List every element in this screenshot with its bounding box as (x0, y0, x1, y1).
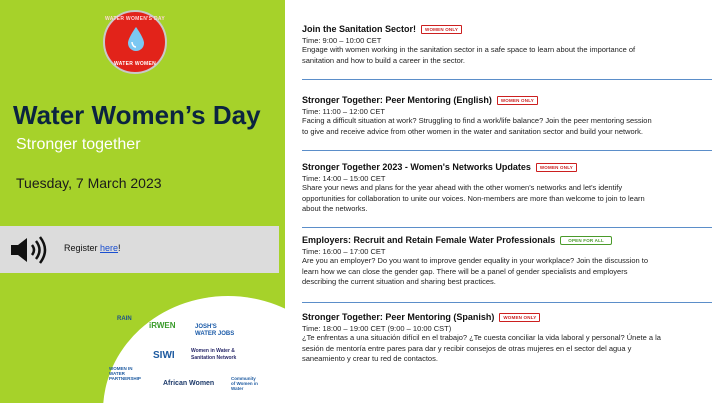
logo-bottom-text: WATER WOMEN (113, 61, 157, 67)
water-womens-day-logo (103, 10, 167, 74)
partner-logo-women-water-partnership: WOMEN IN WATER PARTNERSHIP (109, 366, 141, 381)
women-only-badge: WOMEN ONLY (497, 96, 538, 105)
session-time: Time: 11:00 – 12:00 CET (302, 107, 385, 117)
session-desc-line: ¿Te enfrentas a una situación difícil en el trabajo? ¿Te cuesta conciliar la vida laboral y personal? Únete a la (302, 333, 661, 343)
session-time: Time: 16:00 – 17:00 CET (302, 247, 386, 257)
register-prefix: Register (64, 243, 101, 253)
session-desc-line: Facing a difficult situation at work? Struggling to find a work/life balance? Join the peer mentoring session (302, 116, 652, 126)
page-subtitle: Stronger together (16, 136, 141, 153)
session-title-row (302, 162, 712, 172)
open-for-all-badge: OPEN FOR ALL (560, 236, 612, 245)
session-item (302, 24, 712, 80)
partner-logo-joshs-water-jobs: JOSH'S WATER JOBS (195, 324, 235, 337)
partner-logo-african-women: African Women (163, 380, 215, 387)
women-only-badge: WOMEN ONLY (499, 313, 540, 322)
logo-top-text: WATER WOMEN'S DAY (105, 16, 165, 22)
session-desc-line: opportunities for collaboration to unite our voices. Non-members are more than welcome to join to learn (302, 193, 645, 203)
women-only-badge: WOMEN ONLY (421, 25, 462, 34)
session-desc-line: Share your news and plans for the year ahead with the other women's networks and let's identify (302, 183, 623, 193)
session-title: Join the Sanitation Sector! (302, 24, 417, 34)
session-item (302, 162, 712, 228)
session-desc-line: describing the current situation and sharing best practices. (302, 277, 496, 287)
session-item (302, 312, 712, 374)
session-item (302, 235, 712, 303)
session-desc-line: Are you an employer? Do you want to improve gender equality in your workplace? Join the discussion to (302, 256, 649, 266)
register-text (64, 243, 121, 253)
session-desc-line: learn how we can close the gender gap. There will be a panel of gender specialists and employers (302, 266, 628, 276)
session-desc-line: sesión de mentoría entre pares para dar y recibir consejos de otras mujeres en el sector del agua y (302, 343, 632, 353)
partner-logo-rain: RAIN (117, 316, 132, 322)
session-time: Time: 9:00 – 10:00 CET (302, 36, 382, 46)
session-title-row (302, 235, 712, 245)
session-title: Employers: Recruit and Retain Female Water Professionals (302, 235, 556, 245)
session-title: Stronger Together: Peer Mentoring (English) (302, 95, 492, 105)
register-link[interactable]: here (100, 243, 119, 253)
session-title-row (302, 312, 712, 322)
register-suffix: ! (118, 243, 121, 253)
session-desc-line: to give and receive advice from other women in the water and sanitation sector and build your network. (302, 126, 644, 136)
register-bar (0, 226, 279, 273)
session-desc-line: saneamiento y crear tu red de contactos. (302, 354, 438, 364)
session-time: Time: 18:00 – 19:00 CET (9:00 – 10:00 CST) (302, 324, 452, 334)
event-date: Tuesday, 7 March 2023 (16, 175, 162, 191)
session-title: Stronger Together 2023 - Women's Networks Updates (302, 162, 531, 172)
session-title-row (302, 24, 712, 34)
session-title: Stronger Together: Peer Mentoring (Spanish) (302, 312, 495, 322)
page-title: Water Women’s Day (13, 100, 261, 130)
session-desc-line: about the networks. (302, 204, 368, 214)
partner-logo-women-in-water-sanitation: Women in Water & Sanitation Network (191, 348, 237, 361)
session-desc-line: sanitation and how to build a career in the sector. (302, 55, 466, 65)
speaker-icon[interactable] (9, 235, 49, 265)
left-panel (0, 0, 285, 403)
partner-logo-community-women-water: Community of Women in Water (231, 376, 258, 391)
session-desc-line: Engage with women working in the sanitation sector in a safe space to learn about the importance of (302, 45, 636, 55)
session-item (302, 95, 712, 151)
women-only-badge: WOMEN ONLY (536, 163, 577, 172)
session-title-row (302, 95, 712, 105)
water-drop-icon (126, 26, 146, 52)
partner-logo-siwi: SIWI (153, 350, 175, 361)
partner-logos (103, 296, 285, 403)
session-time: Time: 14:00 – 15:00 CET (302, 174, 386, 184)
partner-logo-irwen: iRWEN (149, 321, 176, 330)
